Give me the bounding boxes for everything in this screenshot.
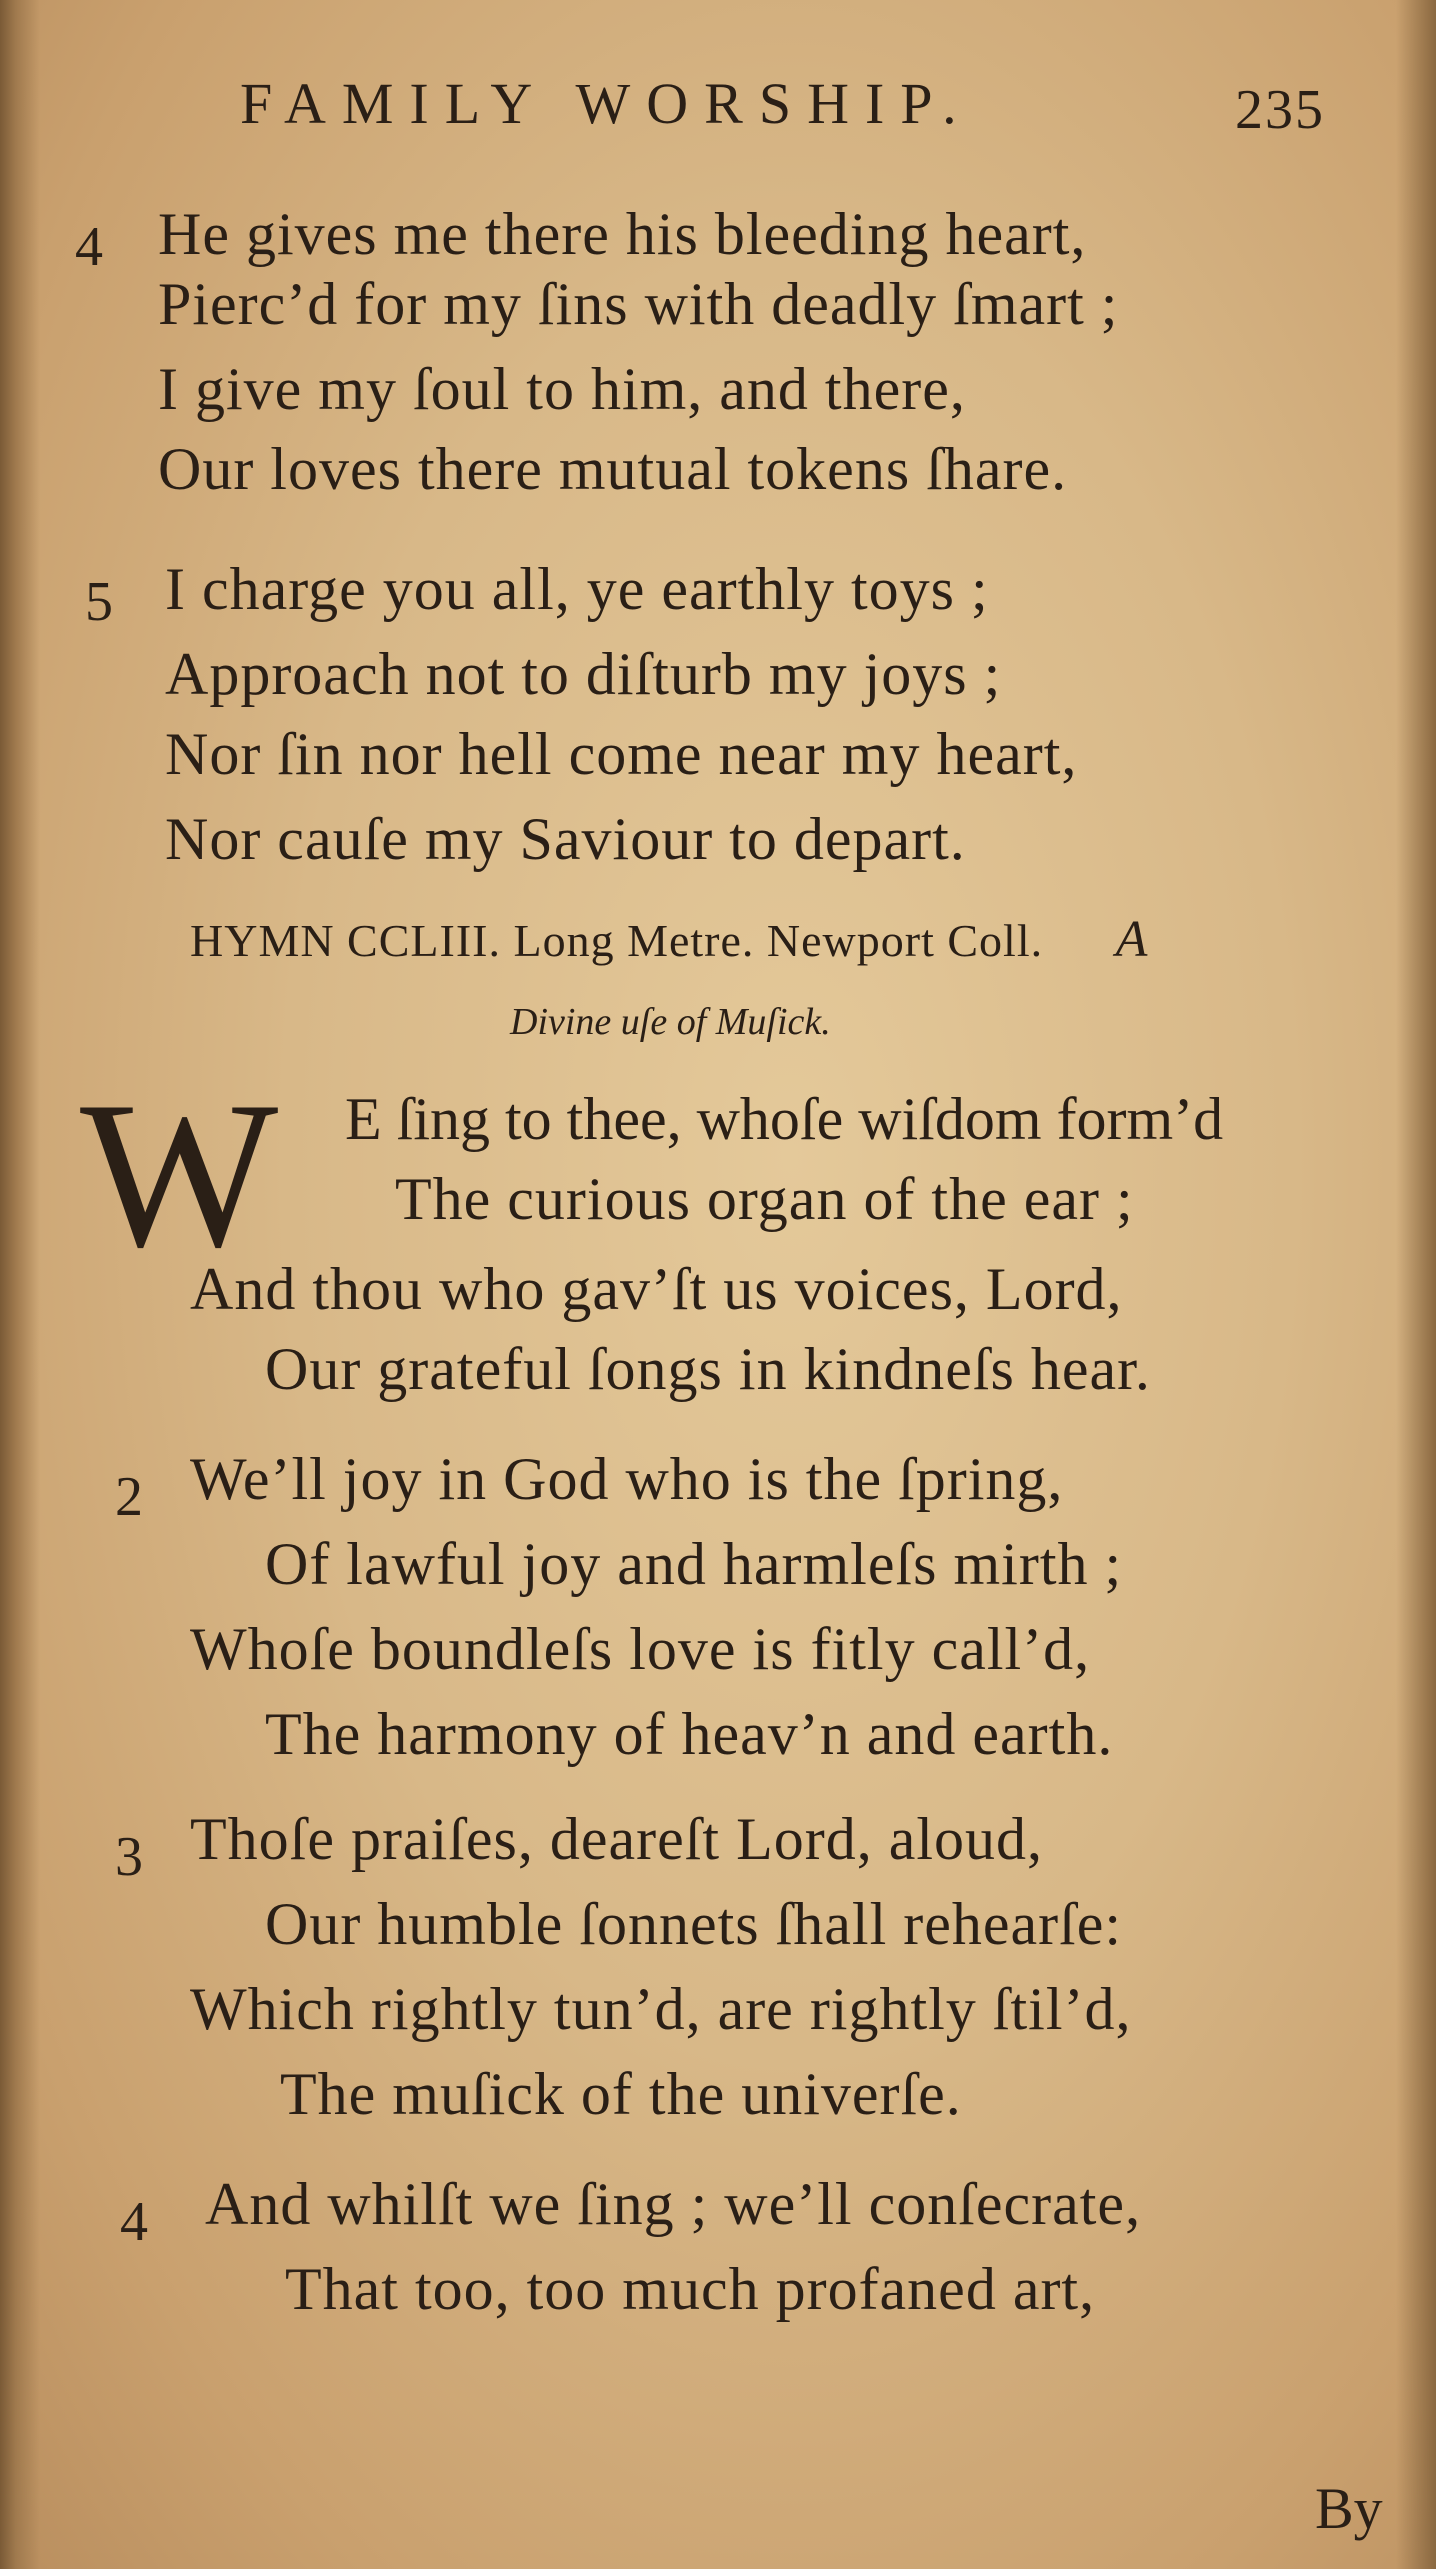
verse-line: That too, too much profaned art, xyxy=(285,2256,1096,2322)
page-number: 235 xyxy=(1235,79,1325,141)
running-title: FAMILY WORSHIP. xyxy=(240,71,973,136)
catchword: By xyxy=(1315,2476,1383,2541)
verse-line: Approach not to diſturb my joys ; xyxy=(165,641,1002,707)
verse-line: Whoſe boundleſs love is fitly call’d, xyxy=(190,1616,1091,1682)
verse-line: And whilſt we ſing ; we’ll conſecrate, xyxy=(205,2171,1142,2237)
stanza-number: 4 xyxy=(75,216,103,278)
verse-line: Nor cauſe my Saviour to depart. xyxy=(165,806,966,872)
verse-line: Our humble ſonnets ſhall rehearſe: xyxy=(265,1891,1123,1957)
drop-cap: W xyxy=(80,1059,279,1291)
verse-line: The curious organ of the ear ; xyxy=(395,1166,1134,1232)
verse-line: Our grateful ſongs in kindneſs hear. xyxy=(265,1336,1151,1402)
verse-line: Our loves there mutual tokens ſhare. xyxy=(158,436,1068,502)
verse-line: I give my ſoul to him, and there, xyxy=(158,356,966,422)
verse-line: Of lawful joy and harmleſs mirth ; xyxy=(265,1531,1123,1597)
stanza-number: 2 xyxy=(115,1466,143,1528)
hymn-title-text: HYMN CCLIII. Long Metre. Newport Coll. xyxy=(190,915,1044,966)
verse-line: We’ll joy in God who is the ſpring, xyxy=(190,1446,1064,1512)
verse-line: Pierc’d for my ſins with deadly ſmart ; xyxy=(158,271,1119,337)
collection-mark: A xyxy=(1115,911,1149,968)
verse-line: And thou who gav’ſt us voices, Lord, xyxy=(190,1256,1123,1322)
verse-line: Thoſe praiſes, deareſt Lord, aloud, xyxy=(190,1806,1044,1872)
hymn-title xyxy=(190,910,1148,969)
hymn-subtitle: Divine uſe of Muſick. xyxy=(510,1001,831,1043)
verse-line: The muſick of the univerſe. xyxy=(280,2061,962,2127)
verse-line: The harmony of heav’n and earth. xyxy=(265,1701,1114,1767)
verse-line: E ſing to thee, whoſe wiſdom form’d xyxy=(345,1086,1224,1152)
verse-line: I charge you all, ye earthly toys ; xyxy=(165,556,989,622)
stanza-number: 3 xyxy=(115,1826,143,1888)
verse-line: Nor ſin nor hell come near my heart, xyxy=(165,721,1078,787)
stanza-number: 5 xyxy=(85,571,113,633)
stanza-number: 4 xyxy=(120,2191,148,2253)
verse-line: Which rightly tun’d, are rightly ſtil’d, xyxy=(190,1976,1132,2042)
verse-line: He gives me there his bleeding heart, xyxy=(158,201,1087,267)
